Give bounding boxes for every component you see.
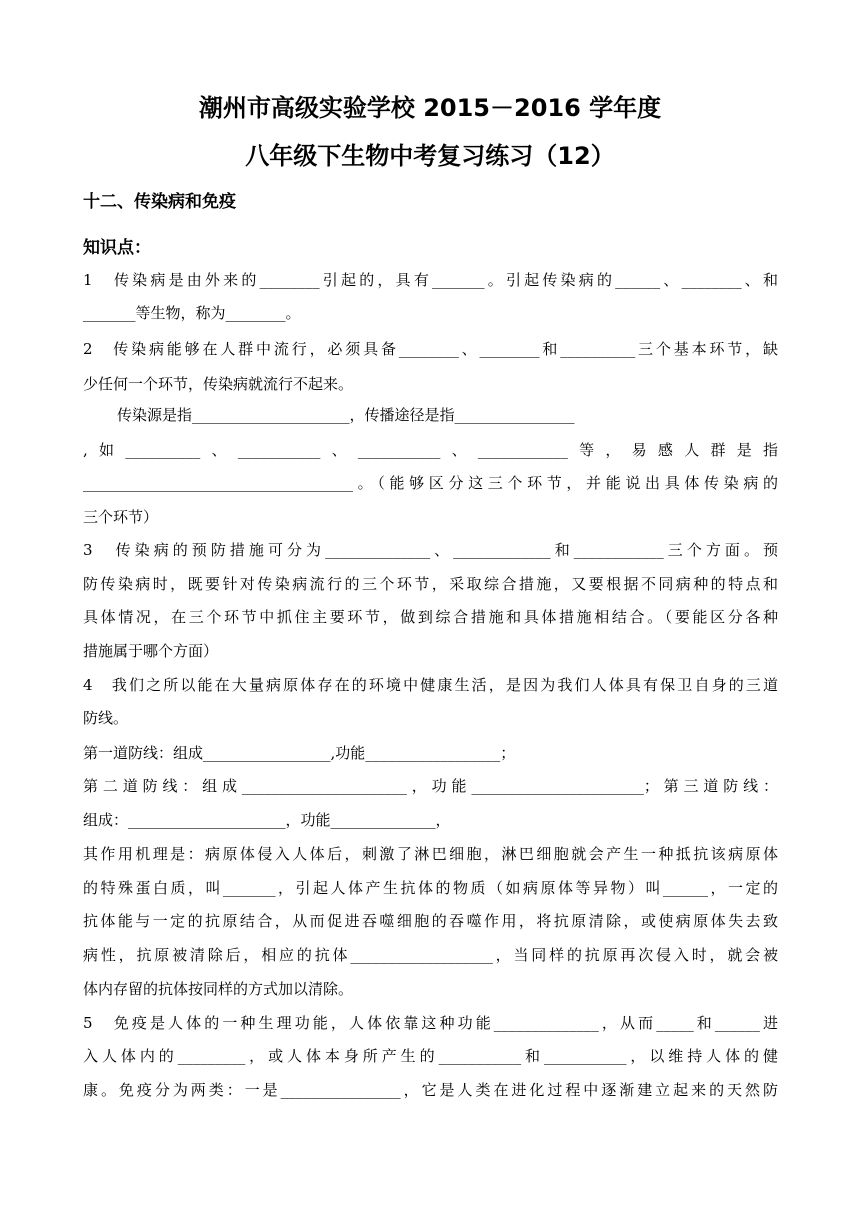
text-line: 体内存留的抗体按同样的方式加以清除。 [83, 980, 354, 998]
document-title: 潮州市高级实验学校 2015－2016 学年度 [198, 94, 662, 122]
text-line: 传染源是指_____________________，传播途径是指________________ [117, 406, 575, 424]
text-line: 5 免疫是人体的一种生理功能，人体依靠这种功能______________，从而_____和______进 [83, 1014, 778, 1032]
text-line: 病性，抗原被清除后，相应的抗体___________________，当同样的抗原再次侵入时，就会被 [83, 946, 778, 964]
text-line: 三个环节） [83, 508, 159, 526]
text-line: 第一道防线：组成_________________,功能__________________； [83, 744, 516, 762]
text-line: 具体情况，在三个环节中抓住主要环节，做到综合措施和具体措施相结合。（要能区分各种 [83, 608, 778, 626]
text-line: 第二道防线：组成______________________，功能_______________________；第三道防线： [83, 777, 778, 795]
text-line: 防线。 [83, 709, 129, 727]
text-line: 2 传染病能够在人群中流行，必须具备________、________和__________三个基本环节，缺 [83, 340, 778, 358]
text-line: 入人体内的_________，或人体本身所产生的___________和___________，以维持人体的健 [83, 1047, 778, 1065]
text-line: ,如__________、___________、___________、____________等，易感人群是指 [83, 441, 778, 459]
text-line: 其作用机理是：病原体侵入人体后，刺激了淋巴细胞，淋巴细胞就会产生一种抵抗该病原体 [83, 845, 778, 863]
text-line: 的特殊蛋白质，叫_______，引起人体产生抗体的物质（如病原体等异物）叫______，一定的 [83, 879, 778, 897]
text-line: 措施属于哪个方面） [83, 642, 219, 660]
text-line: 防传染病时，既要针对传染病流行的三个环节，采取综合措施，又要根据不同病种的特点和 [83, 575, 778, 593]
text-line: 4 我们之所以能在大量病原体存在的环境中健康生活，是因为我们人体具有保卫自身的三道 [83, 676, 778, 694]
text-line: 1 传染病是由外来的________引起的，具有_______。引起传染病的______、________、和 [83, 271, 778, 289]
section-heading: 十二、传染病和免疫 [83, 192, 236, 212]
text-line: 少任何一个环节，传染病就流行不起来。 [83, 375, 354, 393]
text-line: 康。免疫分为两类：一是________________，它是人类在进化过程中逐渐建立起来的天然防 [83, 1081, 778, 1099]
text-line: 组成：_____________________，功能______________， [83, 811, 451, 829]
text-line: _______等生物，称为________。 [83, 304, 301, 322]
document-subtitle: 八年级下生物中考复习练习（12） [245, 142, 615, 170]
text-line: ____________________________________。（能够区分这三个环节，并能说出具体传染病的 [83, 474, 778, 492]
text-line: 3 传染病的预防措施可分为______________、_____________和____________三个方面。预 [83, 541, 778, 559]
text-line: 抗体能与一定的抗原结合，从而促进吞噬细胞的吞噬作用，将抗原清除，或使病原体失去致 [83, 912, 778, 930]
knowledge-heading: 知识点： [83, 238, 151, 258]
